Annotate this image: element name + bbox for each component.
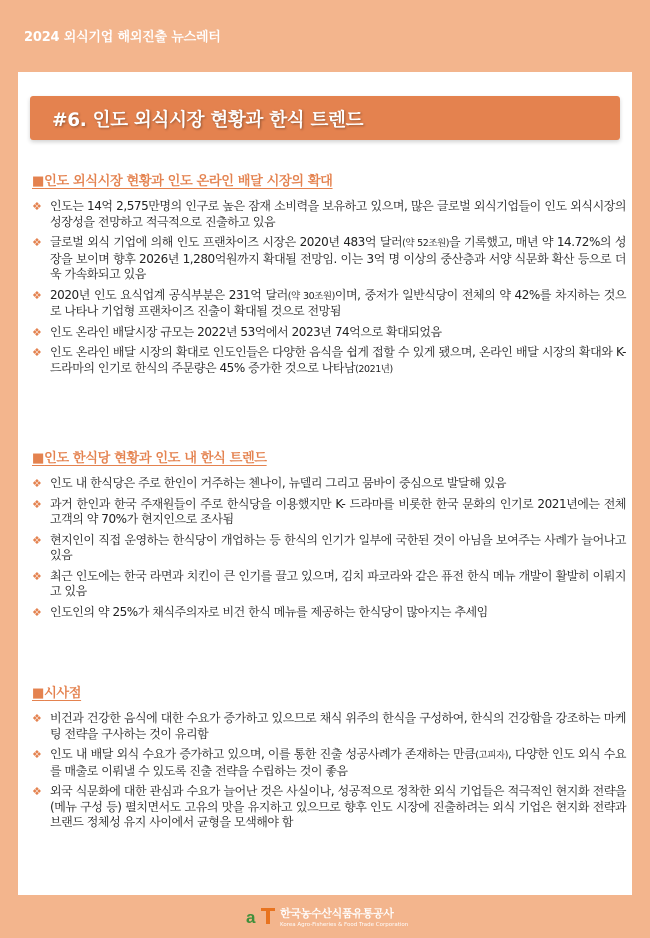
org-name-korean: 한국농수산식품유통공사 (280, 907, 394, 920)
logo-a: a (246, 908, 256, 927)
diamond-bullet-icon: ❖ (32, 569, 42, 583)
diamond-bullet-icon: ❖ (32, 477, 42, 490)
list-item: ❖ 글로벌 외식 기업에 의해 인도 프랜차이즈 시장은 2020년 483억 달러(약 52조원)을 기록했고, 매년 약 14.72%의 성장을 보이며 향후 2026년 1,280억원까지 확대될 전망임. 이는 3억 명 이상의 중산층과 서양 식문화 확산 등으로 더욱 가속화되고 있음 (32, 235, 627, 281)
bullet-list (32, 199, 626, 377)
org-name-english: Korea Agro-Fisheries & Food Trade Corporation (280, 922, 409, 928)
square-icon: ■ (32, 174, 45, 189)
list-item: ❖ 비건과 건강한 음식에 대한 수요가 증가하고 있으므로 채식 위주의 한식을 구성하여, 한식의 건강함을 강조하는 마케팅 전략을 구사하는 것이 유리함 (32, 711, 626, 741)
diamond-bullet-icon: ❖ (32, 748, 42, 761)
footer (0, 895, 650, 938)
square-icon: ■ (32, 451, 45, 466)
bullet-list (32, 711, 626, 831)
section-heading: ■인도 한식당 현황과 인도 내 한식 트렌드 (32, 451, 267, 466)
list-item: ❖ 인도 온라인 배달시장 규모는 2022년 53억에서 2023년 74억으로 확대되었음 (32, 324, 442, 339)
section-heading: ■시사점 (32, 686, 82, 701)
list-item: ❖ 현지인이 직접 운영하는 한식당이 개업하는 등 한식의 인기가 일부에 국한된 것이 아님을 보여주는 사례가 늘어나고 있음 (32, 532, 626, 562)
list-item: ❖ 인도 내 한식당은 주로 한인이 거주하는 첸나이, 뉴델리 그리고 뭄바이 중심으로 발달해 있음 (32, 476, 506, 490)
diamond-bullet-icon: ❖ (32, 497, 42, 511)
section-implications (32, 682, 626, 836)
org-logo-text (280, 905, 408, 928)
list-item: ❖ 인도 내 배달 외식 수요가 증가하고 있으며, 이를 통한 진출 성공사례가 존재하는 만큼(고피자), 다양한 인도 외식 수요를 매출로 이뤄낼 수 있도록 진출 전략을 수립하는 것이 좋음 (32, 747, 626, 778)
list-item: ❖ 2020년 인도 요식업계 공식부분은 231억 달러(약 30조원)이며, 중저가 일반식당이 전체의 약 42%를 차지하는 것으로 나타나 기업형 프랜차이즈 진출이 확대될 것으로 전망됨 (32, 287, 626, 318)
page-title: #6. 인도 외식시장 현황과 한식 트렌드 (52, 110, 364, 131)
diamond-bullet-icon: ❖ (32, 200, 42, 213)
section-heading: ■인도 외식시장 현황과 인도 온라인 배달 시장의 확대 (32, 174, 333, 189)
diamond-bullet-icon: ❖ (32, 346, 42, 359)
newsletter-title: 2024 외식기업 해외진출 뉴스레터 (24, 30, 221, 45)
list-item: ❖ 최근 인도에는 한국 라면과 치킨이 큰 인기를 끌고 있으며, 김치 파코라와 같은 퓨전 한식 메뉴 개발이 활발히 이뤄지고 있음 (32, 568, 626, 598)
content-panel (18, 72, 632, 895)
bullet-list (32, 476, 626, 620)
diamond-bullet-icon: ❖ (32, 605, 42, 619)
at-logo-icon (246, 905, 276, 927)
list-item: ❖ 인도 온라인 배달 시장의 확대로 인도인들은 다양한 음식을 쉽게 접할 수 있게 됐으며, 온라인 배달 시장의 확대와 K-드라마의 인기로 한식의 주문량은 45% 증가한 것으로 나타남(2021년) (32, 345, 626, 375)
square-icon: ■ (32, 686, 45, 701)
list-item: ❖ 인도인의 약 25%가 채식주의자로 비건 한식 메뉴를 제공하는 한식당이 많아지는 추세임 (32, 604, 488, 619)
title-banner (30, 96, 620, 140)
diamond-bullet-icon: ❖ (32, 325, 42, 339)
list-item: ❖ 과거 한인과 한국 주재원들이 주로 한식당을 이용했지만 K- 드라마를 비롯한 한국 문화의 인기로 2021년에는 전체 고객의 약 70%가 현지인으로 조사됨 (32, 496, 626, 526)
list-item: ❖ 외국 식문화에 대한 관심과 수요가 늘어난 것은 사실이나, 성공적으로 정착한 외식 기업들은 적극적인 현지화 전략을(메뉴 구성 등) 펼치면서도 고유의 맛을 유지하고 있으므로 향후 인도 시장에 진출하려는 외식 기업은 현지화 전략과 브랜드 정체성 유지 사이에서 균형을 모색해야 함 (32, 784, 626, 829)
list-item: ❖ 인도는 14억 2,575만명의 인구로 높은 잠재 소비력을 보유하고 있으며, 많은 글로벌 외식기업들이 인도 외식시장의 성장성을 전망하고 적극적으로 진출하고 있음 (32, 199, 626, 229)
page-header (0, 0, 650, 70)
diamond-bullet-icon: ❖ (32, 712, 42, 725)
logo-t-stem (266, 908, 270, 924)
diamond-bullet-icon: ❖ (32, 533, 42, 547)
section-korean-restaurants (32, 447, 626, 625)
diamond-bullet-icon: ❖ (32, 785, 42, 798)
diamond-bullet-icon: ❖ (32, 236, 42, 249)
diamond-bullet-icon: ❖ (32, 288, 42, 302)
section-india-market (32, 170, 626, 382)
